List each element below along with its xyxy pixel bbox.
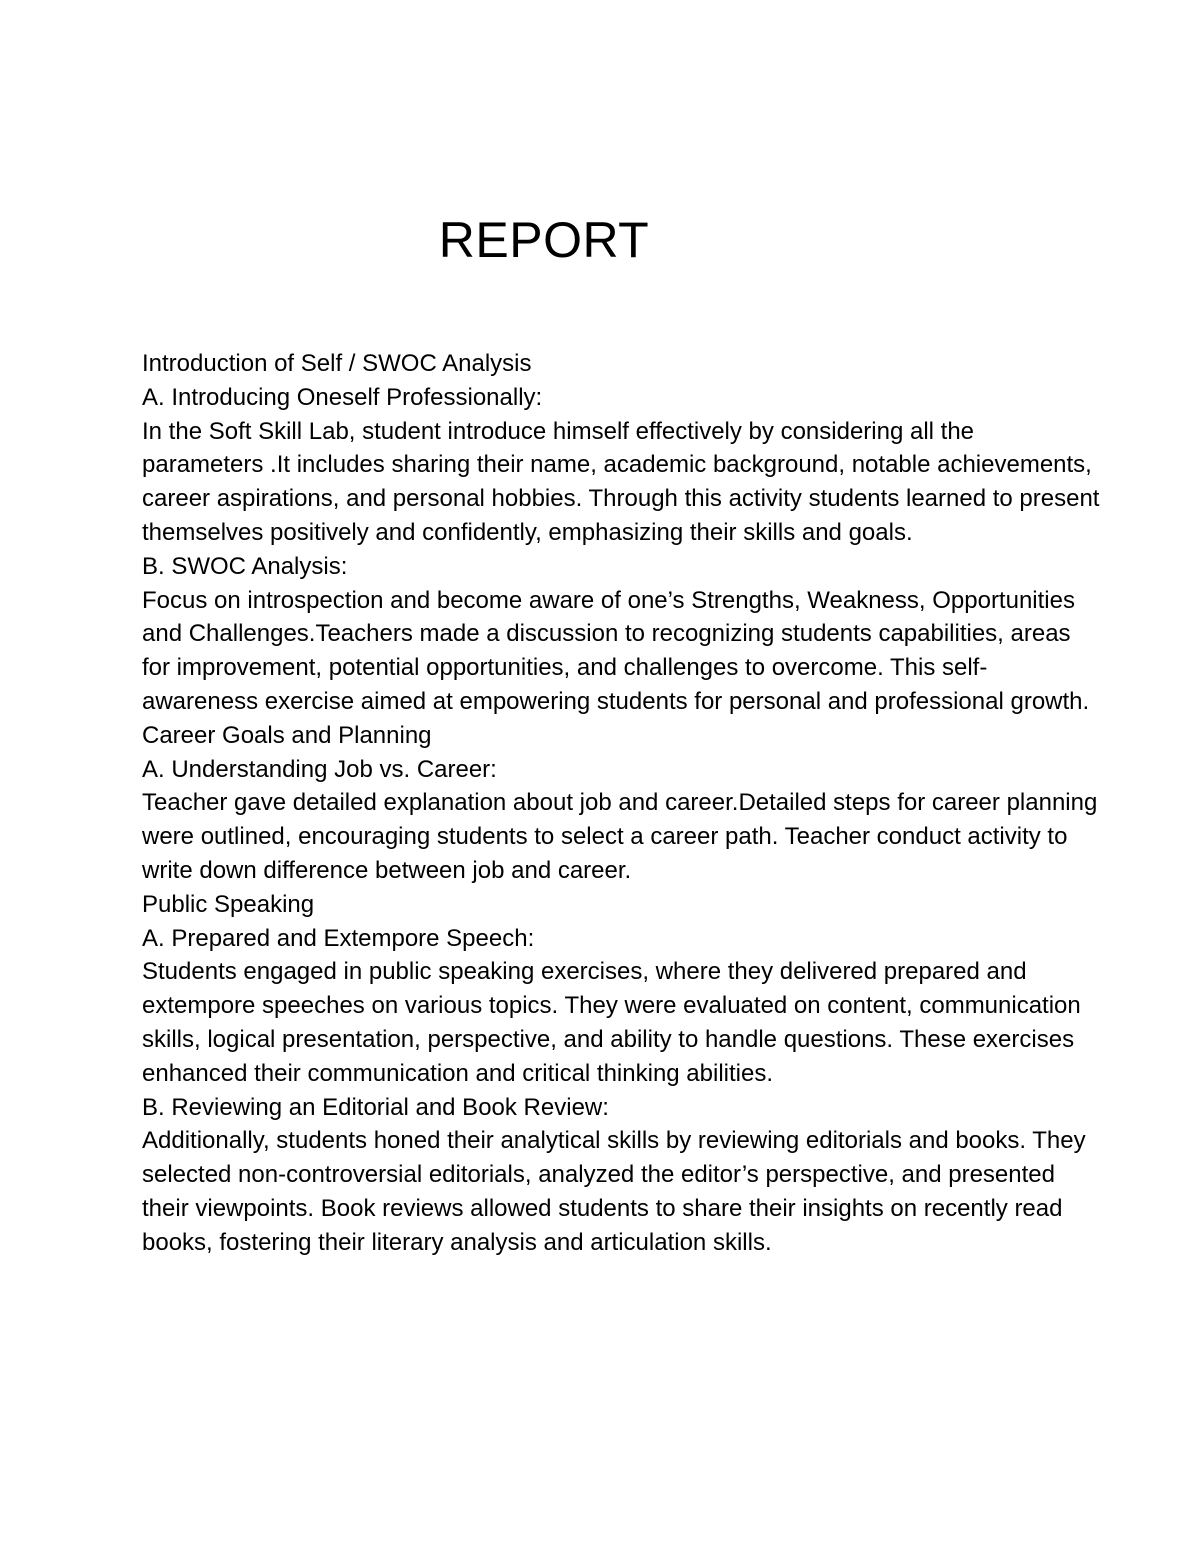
document-body xyxy=(142,347,1102,1260)
subsection-heading: B. Reviewing an Editorial and Book Review: xyxy=(142,1093,609,1121)
paragraph: Focus on introspection and become aware of one’s Strengths, Weakness, Opportunities and Challenges.Teachers made a discussion to recognizing students capabilities, areas for improvement, potential opportunities, and challenges to overcome. This self-awareness exercise aimed at empowering students for personal and professional growth. xyxy=(142,586,1090,715)
subsection-heading: A. Prepared and Extempore Speech: xyxy=(142,924,535,952)
paragraph: In the Soft Skill Lab, student introduce himself effectively by considering all the parameters .It includes sharing their name, academic background, notable achievements, career aspirations, and personal hobbies. Through this activity students learned to present themselves positively and confidently, emphasizing their skills and goals. xyxy=(142,417,1100,546)
subsection-heading: B. SWOC Analysis: xyxy=(142,552,348,580)
section-heading: Public Speaking xyxy=(142,890,315,918)
paragraph: Additionally, students honed their analytical skills by reviewing editorials and books. They selected non-controversial editorials, analyzed the editor’s perspective, and presented their viewpoints. Book reviews allowed students to share their insights on recently read books, fostering their literary analysis and articulation skills. xyxy=(142,1127,1086,1256)
document-title: REPORT xyxy=(438,212,650,268)
subsection-heading: A. Understanding Job vs. Career: xyxy=(142,755,497,783)
subsection-heading: A. Introducing Oneself Professionally: xyxy=(142,383,543,411)
section-heading: Introduction of Self / SWOC Analysis xyxy=(142,350,532,377)
paragraph: Students engaged in public speaking exercises, where they delivered prepared and extempore speeches on various topics. They were evaluated on content, communication skills, logical presentation, perspective, and ability to handle questions. These exercises enhanced their communication and critical thinking abilities. xyxy=(142,958,1081,1087)
paragraph: Teacher gave detailed explanation about job and career.Detailed steps for career planning were outlined, encouraging students to select a career path. Teacher conduct activity to write down difference between job and career. xyxy=(142,789,1098,884)
section-heading: Career Goals and Planning xyxy=(142,721,432,749)
